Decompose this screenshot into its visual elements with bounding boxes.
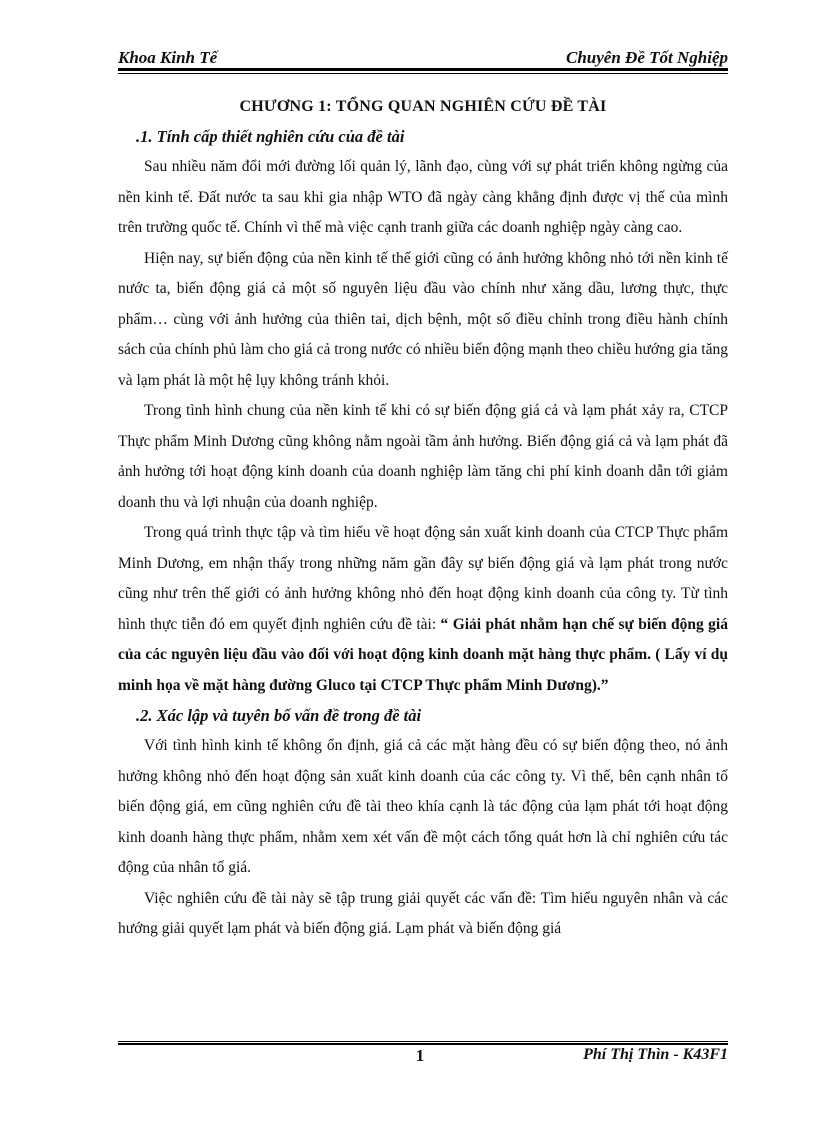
footer-rule-thin [118, 1041, 728, 1042]
page-header [118, 42, 728, 68]
chapter-title: CHƯƠNG 1: TỔNG QUAN NGHIÊN CỨU ĐỀ TÀI [239, 98, 607, 115]
footer-rule [118, 1043, 728, 1045]
paragraph: Hiện nay, sự biến động của nền kinh tế thế giới cũng có ảnh hưởng không nhỏ tới nền kinh tế nước ta, biến động giá cả một số nguyên liệu đầu vào chính như xăng dầu, lương thực, thực phẩm… cùng với ảnh hưởng của thiên tai, dịch bệnh, một số điều chỉnh trong điều hành chính sách của chính phủ làm cho giá cả trong nước có nhiều biến động mạnh theo chiều hướng gia tăng và lạm phát là một hệ lụy không tránh khỏi. [118, 249, 728, 389]
section-heading-1: .1. Tính cấp thiết nghiên cứu của đề tài [136, 127, 405, 146]
section-heading-2: .2. Xác lập và tuyên bố vấn đề trong đề tài [136, 706, 422, 725]
page-number: 1 [415, 1046, 425, 1065]
topic-title: “ Giải phát nhằm hạn chế sự biến động giá của các nguyên liệu đầu vào đối với hoạt động kinh doanh mặt hàng thực phẩm. ( Lấy ví dụ minh họa về mặt hàng đường Gluco tại CTCP Thực phẩm Minh Dương).” [118, 615, 728, 694]
paragraph: Sau nhiều năm đổi mới đường lối quản lý, lãnh đạo, cùng với sự phát triển không ngừng của nền kinh tế. Đất nước ta sau khi gia nhập WTO đã ngày càng khẳng định được vị thế của mình trên trường quốc tế. Chính vì thế mà việc cạnh tranh giữa các doanh nghiệp ngày càng cao. [118, 158, 728, 236]
paragraph: Trong tình hình chung của nền kinh tế khi có sự biến động giá cả và lạm phát xảy ra, CTCP Thực phẩm Minh Dương cũng không nằm ngoài tầm ảnh hưởng. Biến động giá cả và lạm phát đã ảnh hưởng tới hoạt động kinh doanh của doanh nghiệp làm tăng chi phí kinh doanh dẫn tới giảm doanh thu và lợi nhuận của doanh nghiệp. [118, 402, 728, 511]
paragraph: Với tình hình kinh tế không ổn định, giá cả các mặt hàng đều có sự biến động theo, nó ảnh hưởng không nhỏ đến hoạt động sản xuất kinh doanh của các công ty. Vì thế, bên cạnh nhân tố biến động giá, em cũng nghiên cứu đề tài theo khía cạnh là tác động của lạm phát tới hoạt động kinh doanh hàng thực phẩm, nhằm xem xét vấn đề một cách tổng quát hơn là chỉ nghiên cứu tác động của nhân tố giá. [118, 737, 728, 876]
header-rule [118, 68, 728, 71]
header-document-type: Chuyên Đề Tốt Nghiệp [566, 48, 728, 67]
document-body [118, 84, 728, 945]
paragraph: Việc nghiên cứu đề tài này sẽ tập trung giải quyết các vấn đề: Tìm hiểu nguyên nhân và các hướng giải quyết lạm phát và biến động giá. Lạm phát và biến động giá [118, 889, 728, 937]
header-rule-thin [118, 73, 728, 74]
header-faculty: Khoa Kinh Tế [118, 48, 218, 67]
footer-author: Phí Thị Thìn - K43F1 [583, 1046, 728, 1063]
paragraph-topic [118, 518, 728, 701]
paragraph-text: Trong quá trình thực tập và tìm hiểu về hoạt động sản xuất kinh doanh của CTCP Thực phẩm Minh Dương, em nhận thấy trong những năm gần đây sự biến động giá và lạm phát trong nước cũng như trên thế giới có ảnh hưởng không nhỏ đến hoạt động kinh doanh của công ty. Từ tình hình thực tiễn đó em quyết định nghiên cứu đề tài: [118, 524, 728, 633]
